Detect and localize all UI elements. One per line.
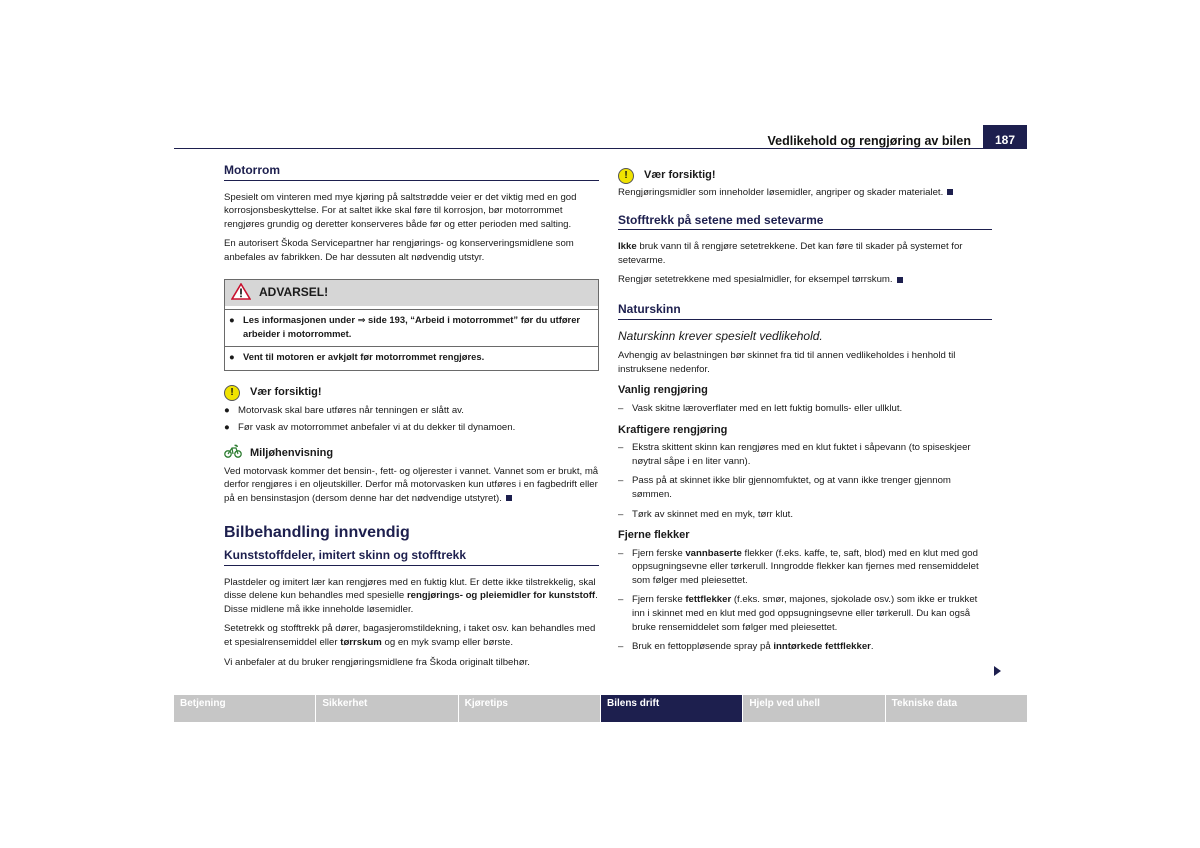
list-item [618, 441, 992, 468]
warning-triangle-icon [231, 283, 251, 304]
bullet: ● [229, 314, 235, 326]
end-square-icon [506, 495, 512, 501]
list-text [632, 640, 874, 654]
bold-text: vannbaserte [685, 547, 742, 559]
bold-text: rengjørings- og pleiemidler for kunststoff [406, 590, 596, 602]
tab-sikkerhet[interactable]: Sikkerhet [316, 695, 458, 722]
list-item [618, 508, 992, 522]
bullet: ● [224, 421, 230, 433]
text: og en myk svamp eller børste. [381, 637, 514, 649]
paragraph [224, 465, 599, 506]
chapter-tabs [174, 695, 1027, 722]
bold-text: fettflekker [685, 594, 732, 606]
text: Plastdeler og imitert lær kan rengjøres med en fuktig klut. Er dette ikke tilstrekkelig, skal disse delene kun behandles med spesielle [224, 576, 596, 602]
text: bruk vann til å rengjøre setetrekkene. Det kan føre til skader på systemet for setevarme. [618, 241, 963, 266]
text: . Disse midlene må ikke inneholde løsemidler. [224, 590, 598, 615]
paragraph [224, 576, 599, 617]
paragraph: Vi anbefaler at du bruker rengjøringsmidlene fra Škoda originalt tilbehør. [224, 656, 530, 668]
header-title: Vedlikehold og rengjøring av bilen [767, 134, 971, 148]
paragraph: Avhengig av belastningen bør skinnet fra tid til annen vedlikeholdes i henhold til instruksene nedenfor. [618, 350, 956, 375]
caution-title: Vær forsiktig! [644, 169, 716, 182]
list-item [618, 547, 992, 588]
warning-title: ADVARSEL! [259, 285, 329, 300]
end-square-icon [947, 189, 953, 195]
dash: – [618, 594, 624, 606]
caution-text: Rengjøringsmidler som inneholder løsemidler, angriper og skader materialet. [618, 187, 944, 198]
list-text [632, 547, 992, 588]
section-heading-motorrom: Motorrom [224, 164, 599, 181]
paragraph [224, 622, 599, 649]
warning-item [225, 346, 598, 367]
tab-tekniske-data[interactable]: Tekniske data [886, 695, 1027, 722]
bold-text: inntørkede fettflekker [773, 641, 871, 653]
dash: – [618, 475, 624, 487]
caution-heading [618, 168, 992, 184]
continue-arrow-icon [994, 666, 1001, 676]
end-square-icon [897, 277, 903, 283]
subheading-vanlig: Vanlig rengjøring [618, 384, 708, 397]
list-item [224, 404, 599, 418]
left-column [224, 164, 599, 675]
list-text: Pass på at skinnet ikke blir gjennomfuktet, og at vann ikke trenger gjennom sømmen. [632, 475, 951, 500]
chapter-heading: Bilbehandling innvendig [224, 523, 410, 541]
paragraph [618, 240, 992, 267]
tab-bilens-drift[interactable]: Bilens drift [601, 695, 743, 722]
subheading-kraftigere: Kraftigere rengjøring [618, 423, 728, 436]
text: (f.eks. smør, majones, sjokolade osv.) som ikke er trukket inn i skinnet med en klut med god oppsugningsevne eller tørkerull. Du kan også bruke rensemiddelet som følger med pleiesettet. [632, 594, 978, 633]
section-heading-kunststoff: Kunststoffdeler, imitert skinn og stofftrekk [224, 549, 599, 566]
warning-item [225, 309, 598, 343]
list-item [618, 402, 992, 416]
bullet: ● [229, 351, 235, 363]
tab-kjoretips[interactable]: Kjøretips [459, 695, 601, 722]
caution-title: Vær forsiktig! [250, 386, 322, 399]
text: Setetrekk og stofftrekk på dører, bagasjeromstildekning, i taket osv. kan behandles med et spesialrensemiddel eller [224, 623, 596, 649]
text: Rengjør setetrekkene med spesialmidler, for eksempel tørrskum. [618, 274, 893, 286]
tab-betjening[interactable]: Betjening [174, 695, 316, 722]
eco-text: Ved motorvask kommer det bensin-, fett- og oljerester i vannet. Vannet som er brukt, må derfor rengjøres i en oljeutskiller. Derfor må motorvasken kun utføres i en fagbedrift eller på en bensinstasjon (dersom denne har det nødvendige utstyret). [224, 465, 599, 504]
warning-text: Les informasjonen under ⇒ side 193, “Arbeid i motorrommet” før du utfører arbeider i motorrommet. [243, 314, 581, 339]
caution-heading [224, 385, 599, 401]
eco-heading [224, 444, 599, 463]
dash: – [618, 402, 624, 414]
section-heading-stofftrekk: Stofftrekk på setene med setevarme [618, 214, 992, 231]
dash: – [618, 641, 624, 653]
dash: – [618, 508, 624, 520]
tab-hjelp-ved-uhell[interactable]: Hjelp ved uhell [743, 695, 885, 722]
warning-header [225, 280, 598, 307]
right-column [618, 164, 992, 660]
header-rule [174, 148, 1027, 149]
lead-text: Naturskinn krever spesielt vedlikehold. [618, 328, 823, 343]
warning-text: Vent til motoren er avkjølt før motorrommet rengjøres. [243, 351, 485, 363]
text: . [870, 641, 874, 653]
list-text: Vask skitne læroverflater med en lett fuktig bomulls- eller ullklut. [632, 402, 903, 414]
text: Fjern ferske [632, 594, 686, 606]
text: Bruk en fettoppløsende spray på [632, 641, 774, 653]
text: Fjern ferske [632, 547, 686, 559]
bold-text: tørrskum [340, 637, 382, 649]
warning-box [224, 279, 599, 371]
list-item [224, 421, 599, 435]
section-heading-naturskinn: Naturskinn [618, 303, 992, 320]
list-item [618, 474, 992, 501]
bullet: ● [224, 404, 230, 416]
caution-icon: ! [224, 385, 240, 401]
paragraph: En autorisert Škoda Servicepartner har rengjørings- og konserveringsmidlene som anbefales av fabrikken. De har dessuten alt nødvendig utstyr. [224, 238, 574, 263]
eco-title: Miljøhenvisning [250, 446, 334, 459]
list-text: Motorvask skal bare utføres når tenningen er slått av. [238, 404, 464, 416]
dash: – [618, 547, 624, 559]
subheading-flekker: Fjerne flekker [618, 529, 690, 542]
paragraph [618, 273, 992, 287]
caution-icon: ! [618, 168, 634, 184]
text: flekker (f.eks. kaffe, te, saft, blod) med en klut med god oppsugningsevne eller tørkerull. Inngrodde flekker kan fjernes med rensemiddelet som følger med pleiesettet. [632, 547, 979, 586]
paragraph [618, 186, 992, 200]
list-text: Ekstra skittent skinn kan rengjøres med en klut fuktet i såpevann (to spiseskjeer nøytral såpe i en liter vann). [632, 442, 971, 467]
list-text: Før vask av motorrommet anbefaler vi at du dekker til dynamoen. [238, 421, 516, 433]
list-item [618, 640, 992, 654]
page-number: 187 [983, 125, 1027, 149]
environment-icon [224, 444, 250, 463]
list-text [632, 593, 992, 634]
bold-text: Ikke [618, 241, 637, 253]
dash: – [618, 442, 624, 454]
paragraph: Spesielt om vinteren med mye kjøring på saltstrødde veier er det viktig med en god korrosjonsbeskyttelse. For at saltet ikke skal føre til korrosjon, bør motorrommet rengjøres grundig og deretter konserveres både før og etter perioden med salting. [224, 191, 577, 230]
list-item [618, 593, 992, 634]
list-text: Tørk av skinnet med en myk, tørr klut. [632, 508, 793, 520]
